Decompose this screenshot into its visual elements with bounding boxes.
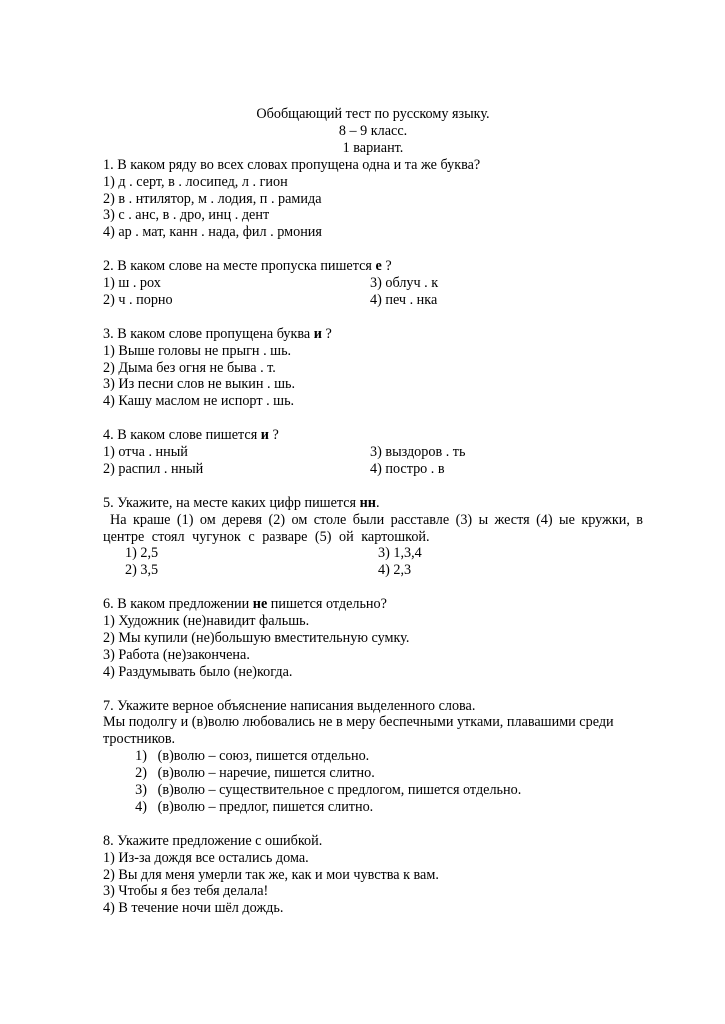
q2-option-1: 1) ш . рох xyxy=(103,275,161,292)
q5-option-1: 1) 2,5 xyxy=(125,545,159,562)
variant-line: 1 вариант. xyxy=(342,139,404,156)
q5-option-3: 3) 1,3,4 xyxy=(378,545,422,562)
q5-text-line-1: На краше (1) ом деревя (2) ом столе были расставле (3) ы жестя (4) ые кружки, в xyxy=(110,511,643,528)
test-document xyxy=(103,106,643,917)
question-2: 2. В каком слове на месте пропуска пишется е ? xyxy=(103,258,392,275)
q4-option-3: 3) выздоров . ть xyxy=(370,444,466,461)
question-4: 4. В каком слове пишется и ? xyxy=(103,427,279,444)
q2-option-3: 3) облуч . к xyxy=(370,275,439,292)
q1-option-4: 4) ар . мат, канн . нада, фил . рмония xyxy=(103,224,322,241)
q7-option-1: 1) (в)волю – союз, пишется отдельно. xyxy=(135,748,370,765)
q6-option-4: 4) Раздумывать было (не)когда. xyxy=(103,663,293,680)
q7-option-3: 3) (в)волю – существительное с предлогом, пишется отдельно. xyxy=(135,782,522,799)
question-7: 7. Укажите верное объяснение написания выделенного слова. xyxy=(103,697,476,714)
question-3: 3. В каком слове пропущена буква и ? xyxy=(103,325,332,342)
q8-option-3: 3) Чтобы я без тебя делала! xyxy=(103,883,269,900)
q6-option-1: 1) Художник (не)навидит фальшь. xyxy=(103,613,310,630)
q8-option-2: 2) Вы для меня умерли так же, как и мои чувства к вам. xyxy=(103,866,439,883)
q1-option-1: 1) д . серт, в . лосипед, л . гион xyxy=(103,173,288,190)
grade-line: 8 – 9 класс. xyxy=(338,122,408,139)
q6-option-3: 3) Работа (не)закончена. xyxy=(103,646,250,663)
q6-option-2: 2) Мы купили (не)большую вместительную сумку. xyxy=(103,629,410,646)
q5-options-row-2 xyxy=(103,562,643,579)
q2-options-row-2 xyxy=(103,292,643,309)
question-5: 5. Укажите, на месте каких цифр пишется нн. xyxy=(103,494,380,511)
q1-option-3: 3) с . анс, в . дро, инц . дент xyxy=(103,207,270,224)
q4-options-row-1 xyxy=(103,444,643,461)
q7-text-line-1: Мы подолгу и (в)волю любовались не в меру беспечными утками, плавашими среди xyxy=(103,714,614,731)
q1-option-2: 2) в . нтилятор, м . лодия, п . рамида xyxy=(103,190,322,207)
q2-option-4: 4) печ . нка xyxy=(370,291,438,308)
q3-option-4: 4) Кашу маслом не испорт . шь. xyxy=(103,393,295,410)
q4-option-4: 4) постро . в xyxy=(370,460,445,477)
question-6: 6. В каком предложении не пишется отдельно? xyxy=(103,596,387,613)
q7-option-2: 2) (в)волю – наречие, пишется слитно. xyxy=(135,765,375,782)
q7-option-4: 4) (в)волю – предлог, пишется слитно. xyxy=(135,798,374,815)
q3-option-3: 3) Из песни слов не выкин . шь. xyxy=(103,376,296,393)
q2-option-2: 2) ч . порно xyxy=(103,291,173,308)
q5-option-2: 2) 3,5 xyxy=(125,562,159,579)
q4-options-row-2 xyxy=(103,461,643,478)
question-1: 1. В каком ряду во всех словах пропущена одна и та же буква? xyxy=(103,156,481,173)
q5-text-line-2: центре стоял чугунок с разваре (5) ой картошкой. xyxy=(103,528,430,545)
document-title: Обобщающий тест по русскому языку. xyxy=(256,106,490,122)
question-8: 8. Укажите предложение с ошибкой. xyxy=(103,832,323,849)
q7-text-line-2: тростников. xyxy=(103,731,176,748)
q8-option-1: 1) Из-за дождя все остались дома. xyxy=(103,849,309,866)
q5-options-row-1 xyxy=(103,545,643,562)
q4-option-1: 1) отча . нный xyxy=(103,444,188,461)
q2-options-row-1 xyxy=(103,275,643,292)
q8-option-4: 4) В течение ночи шёл дождь. xyxy=(103,900,284,917)
q4-option-2: 2) распил . нный xyxy=(103,460,204,477)
q3-option-1: 1) Выше головы не прыгн . шь. xyxy=(103,342,292,359)
q5-option-4: 4) 2,3 xyxy=(378,562,412,579)
q3-option-2: 2) Дыма без огня не быва . т. xyxy=(103,359,276,376)
